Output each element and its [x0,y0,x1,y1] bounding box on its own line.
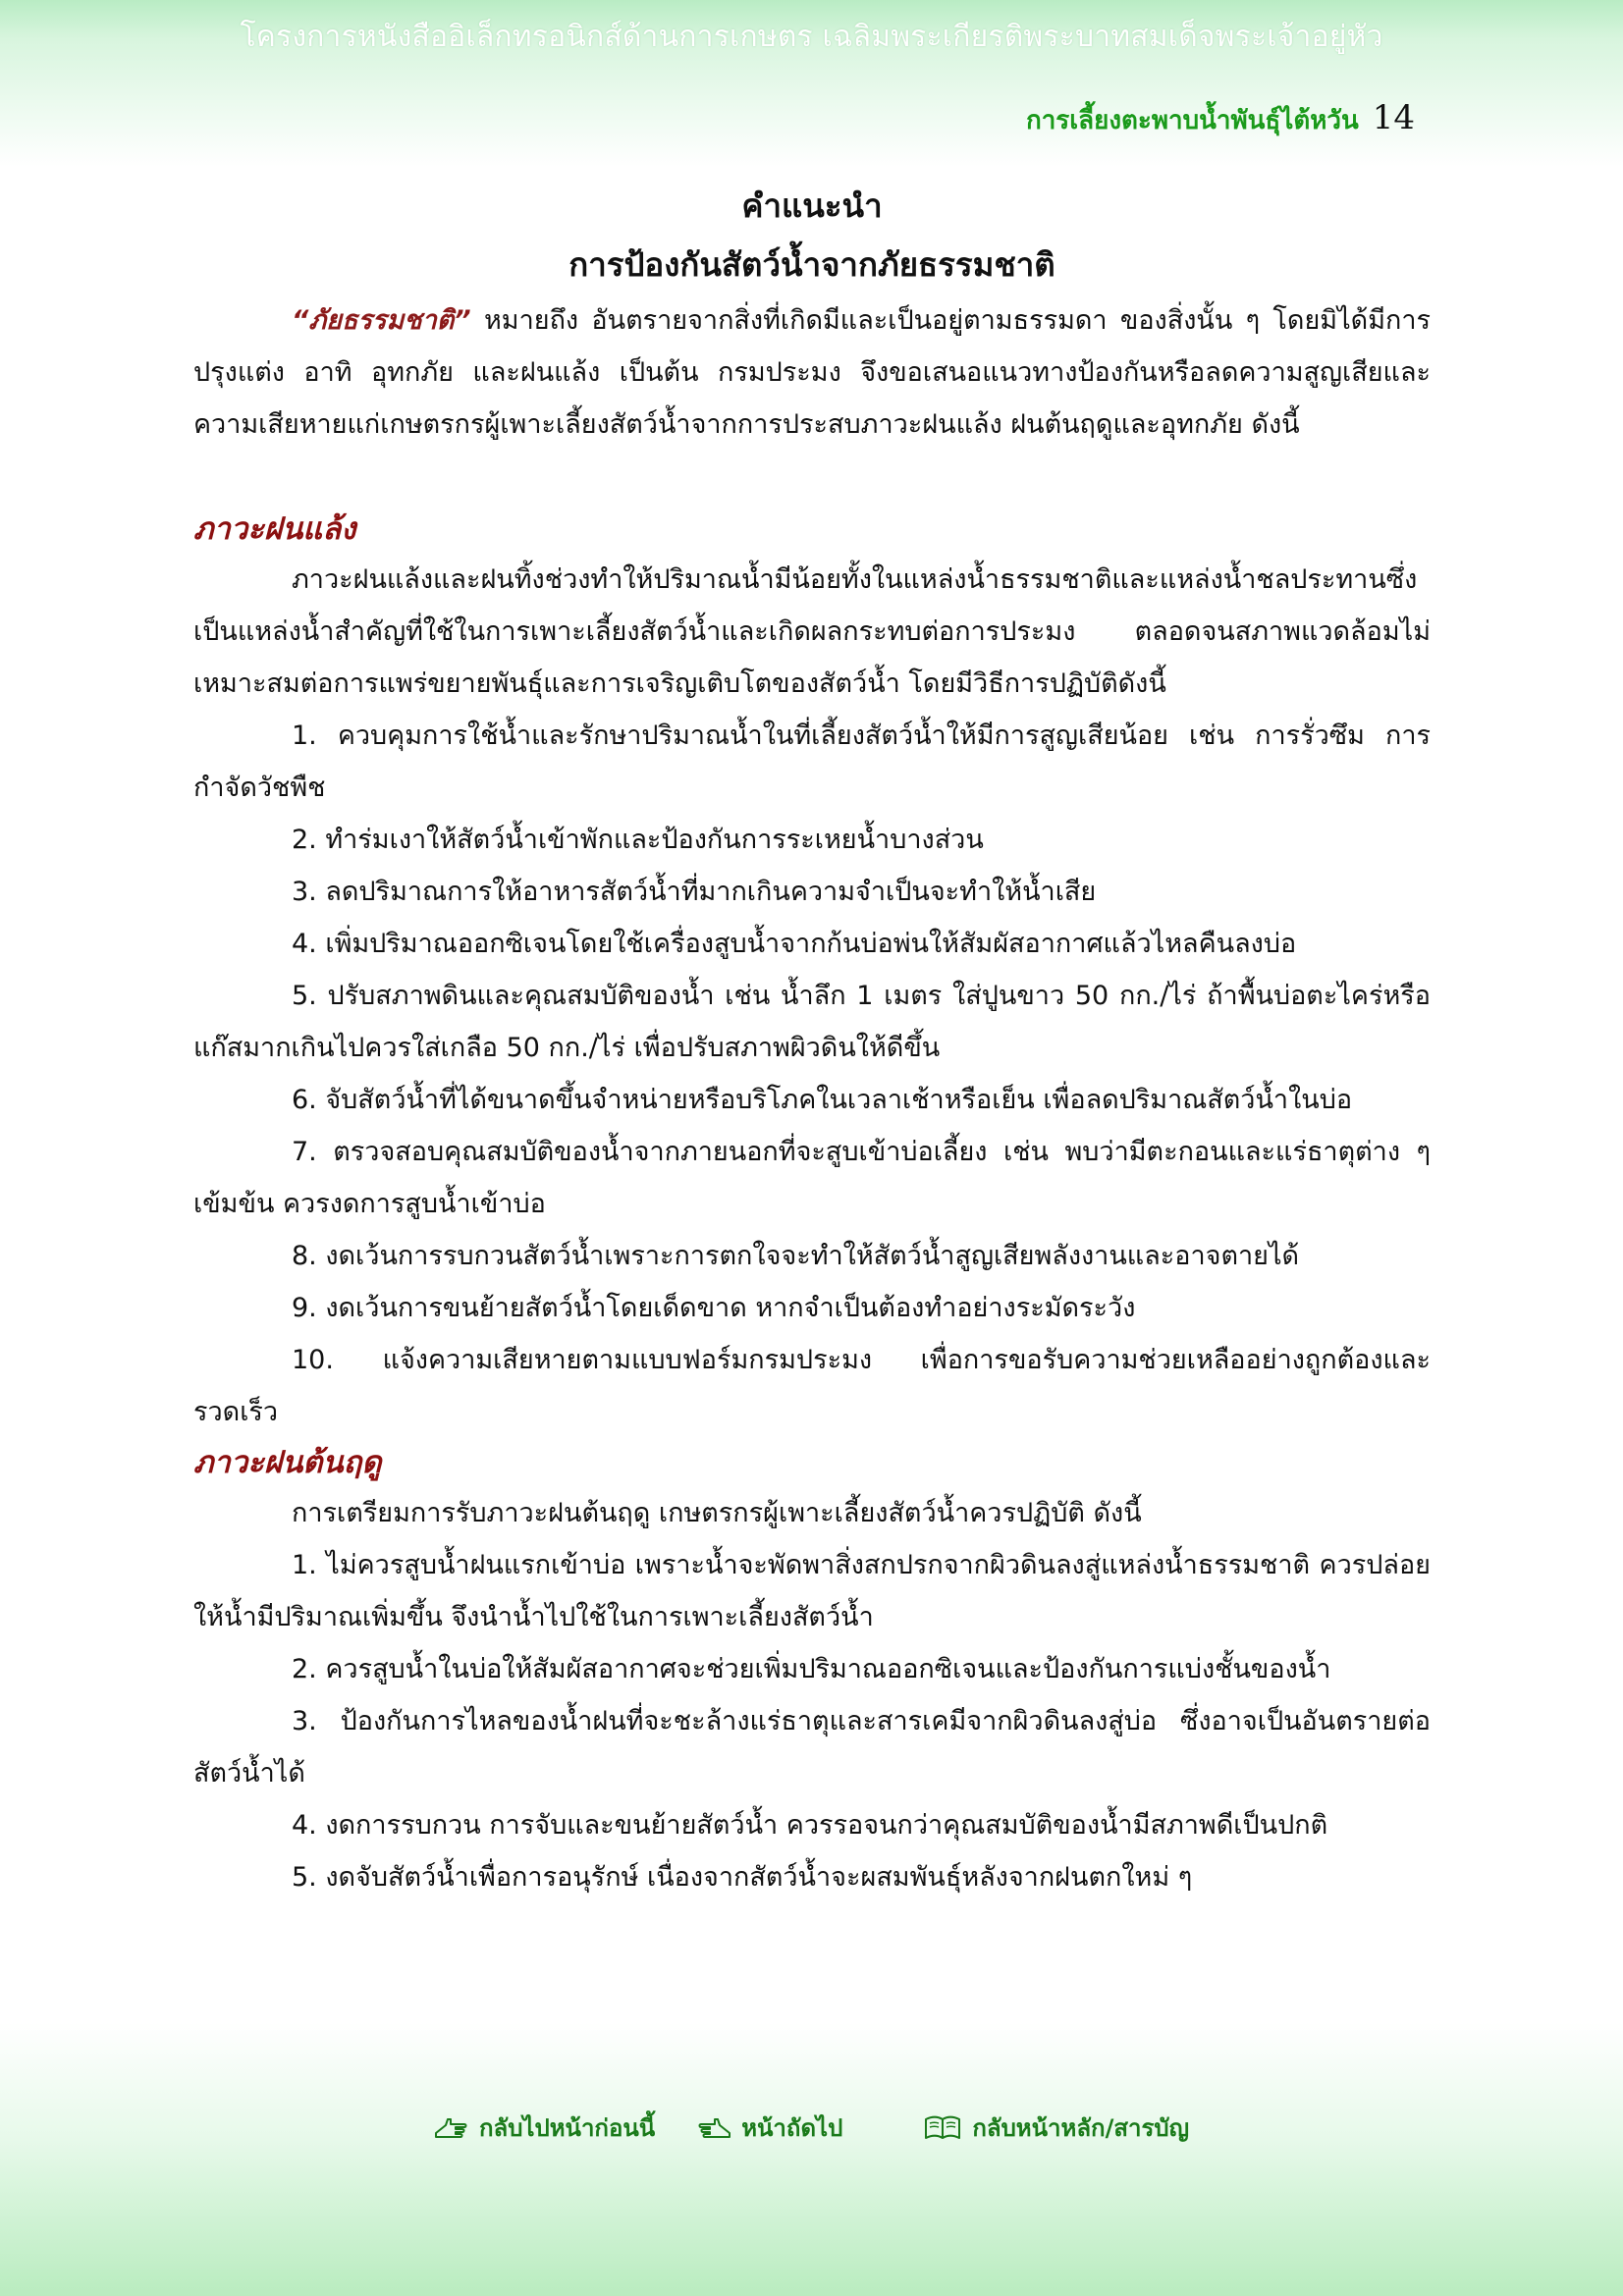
page-navigation [0,2109,1623,2147]
drought-item: 8. งดเว้นการรบกวนสัตว์น้ำเพราะการตกใจจะทำให้สัตว์น้ำสูญเสียพลังงานและอาจตายได้ [292,1241,1300,1271]
section-title-drought: ภาวะฝนแล้ง [193,511,356,547]
back-page-label: กลับไปหน้าก่อนนี้ [478,2114,656,2142]
early-rain-item: 1. ไม่ควรสูบน้ำฝนแรกเข้าบ่อ เพราะน้ำจะพัดพาสิ่งสกปรกจากผิวดินลงสู่แหล่งน้ำธรรมชาติ ควรปล่อยให้น้ำมีปริมาณเพิ่มขึ้น จึงนำน้ำไปใช้ในการเพาะเลี้ยงสัตว์น้ำ [193,1550,1431,1632]
pointing-hand-icon [696,2115,731,2141]
next-page-label: หน้าถัดไป [741,2114,843,2142]
drought-item: 4. เพิ่มปริมาณออกซิเจนโดยใช้เครื่องสูบน้ำจากก้นบ่อพ่นให้สัมผัสอากาศแล้วไหลคืนลงบ่อ [292,929,1297,959]
drought-item: 9. งดเว้นการขนย้ายสัตว์น้ำโดยเด็ดขาด หากจำเป็นต้องทำอย่างระมัดระวัง [292,1293,1136,1323]
page-number: 14 [1372,98,1415,137]
back-page-link[interactable] [434,2109,655,2147]
document-subheading: การป้องกันสัตว์น้ำจากภัยธรรมชาติ [568,245,1055,284]
intro-text: หมายถึง อันตรายจากสิ่งที่เกิดมีและเป็นอยู่ตามธรรมดา ของสิ่งนั้น ๆ โดยมิได้มีการปรุงแต่ง อาทิ อุทกภัย และฝนแล้ง เป็นต้น กรมประมง จึงขอเสนอแนวทางป้องกันหรือลดความสูญเสียและความเสียหายแก่เกษตรกรผู้เพาะเลี้ยงสัตว์น้ำจากการประสบภาวะฝนแล้ง ฝนต้นฤดูและอุทกภัย ดังนี้ [193,305,1431,440]
drought-item: 6. จับสัตว์น้ำที่ได้ขนาดขึ้นจำหน่ายหรือบริโภคในเวลาเช้าหรือเย็น เพื่อลดปริมาณสัตว์น้ำในบ่อ [292,1085,1353,1115]
early-rain-item: 2. ควรสูบน้ำในบ่อให้สัมผัสอากาศจะช่วยเพิ่มปริมาณออกซิเจนและป้องกันการแบ่งชั้นของน้ำ [292,1654,1331,1684]
next-page-link[interactable] [696,2109,842,2147]
document-heading: คำแนะนำ [741,187,883,225]
drought-item: 5. ปรับสภาพดินและคุณสมบัติของน้ำ เช่น น้ำลึก 1 เมตร ใส่ปูนขาว 50 กก./ไร่ ถ้าพื้นบ่อตะไคร่หรือแก๊สมากเกินไปควรใส่เกลือ 50 กก./ไร่ เพื่อปรับสภาพผิวดินให้ดีขึ้น [193,981,1431,1063]
section-title-early-rain: ภาวะฝนต้นฤดู [193,1445,382,1480]
drought-item: 2. ทำร่มเงาให้สัตว์น้ำเข้าพักและป้องกันการระเหยน้ำบางส่วน [292,825,984,855]
home-toc-link[interactable] [923,2109,1189,2147]
early-rain-intro: การเตรียมการรับภาวะฝนต้นฤดู เกษตรกรผู้เพาะเลี้ยงสัตว์น้ำควรปฏิบัติ ดังนี้ [292,1498,1142,1528]
early-rain-item: 3. ป้องกันการไหลของน้ำฝนที่จะชะล้างแร่ธาตุและสารเคมีจากผิวดินลงสู่บ่อ ซึ่งอาจเป็นอันตรายต่อสัตว์น้ำได้ [193,1706,1431,1789]
drought-item: 10. แจ้งความเสียหายตามแบบฟอร์มกรมประมง เพื่อการขอรับความช่วยเหลืออย่างถูกต้องและรวดเร็ว [193,1345,1431,1427]
drought-intro: ภาวะฝนแล้งและฝนทิ้งช่วงทำให้ปริมาณน้ำมีน้อยทั้งในแหล่งน้ำธรรมชาติและแหล่งน้ำชลประทานซึ่งเป็นแหล่งน้ำสำคัญที่ใช้ในการเพาะเลี้ยงสัตว์น้ำและเกิดผลกระทบต่อการประมง ตลอดจนสภาพแวดล้อมไม่เหมาะสมต่อการแพร่ขยายพันธุ์และการเจริญเติบโตของสัตว์น้ำ โดยมีวิธีการปฏิบัติดังนี้ [193,564,1431,699]
drought-item: 1. ควบคุมการใช้น้ำและรักษาปริมาณน้ำในที่เลี้ยงสัตว์น้ำให้มีการสูญเสียน้อย เช่น การรั่วซึม การกำจัดวัชพืช [193,721,1431,803]
home-toc-label: กลับหน้าหลัก/สารบัญ [972,2114,1190,2142]
intro-paragraph [193,294,1431,451]
book-icon [923,2114,962,2142]
pointing-hand-icon [434,2115,469,2141]
drought-item: 3. ลดปริมาณการให้อาหารสัตว์น้ำที่มากเกินความจำเป็นจะทำให้น้ำเสีย [292,877,1097,907]
running-title: การเลี้ยงตะพาบน้ำพันธุ์ไต้หวัน [1025,106,1359,135]
running-header [1026,98,1415,140]
drought-item: 7. ตรวจสอบคุณสมบัติของน้ำจากภายนอกที่จะสูบเข้าบ่อเลี้ยง เช่น พบว่ามีตะกอนและแร่ธาตุต่าง ๆ เข้มข้น ควรงดการสูบน้ำเข้าบ่อ [193,1137,1431,1219]
project-banner: โครงการหนังสืออิเล็กทรอนิกส์ด้านการเกษตร เฉลิมพระเกียรติพระบาทสมเด็จพระเจ้าอยู่หัว [240,20,1383,54]
early-rain-item: 4. งดการรบกวน การจับและขนย้ายสัตว์น้ำ ควรรอจนกว่าคุณสมบัติของน้ำมีสภาพดีเป็นปกติ [292,1810,1328,1841]
early-rain-item: 5. งดจับสัตว์น้ำเพื่อการอนุรักษ์ เนื่องจากสัตว์น้ำจะผสมพันธุ์หลังจากฝนตกใหม่ ๆ [292,1862,1193,1893]
document-body [193,177,1431,1903]
intro-term: “ภัยธรรมชาติ” [292,305,471,336]
